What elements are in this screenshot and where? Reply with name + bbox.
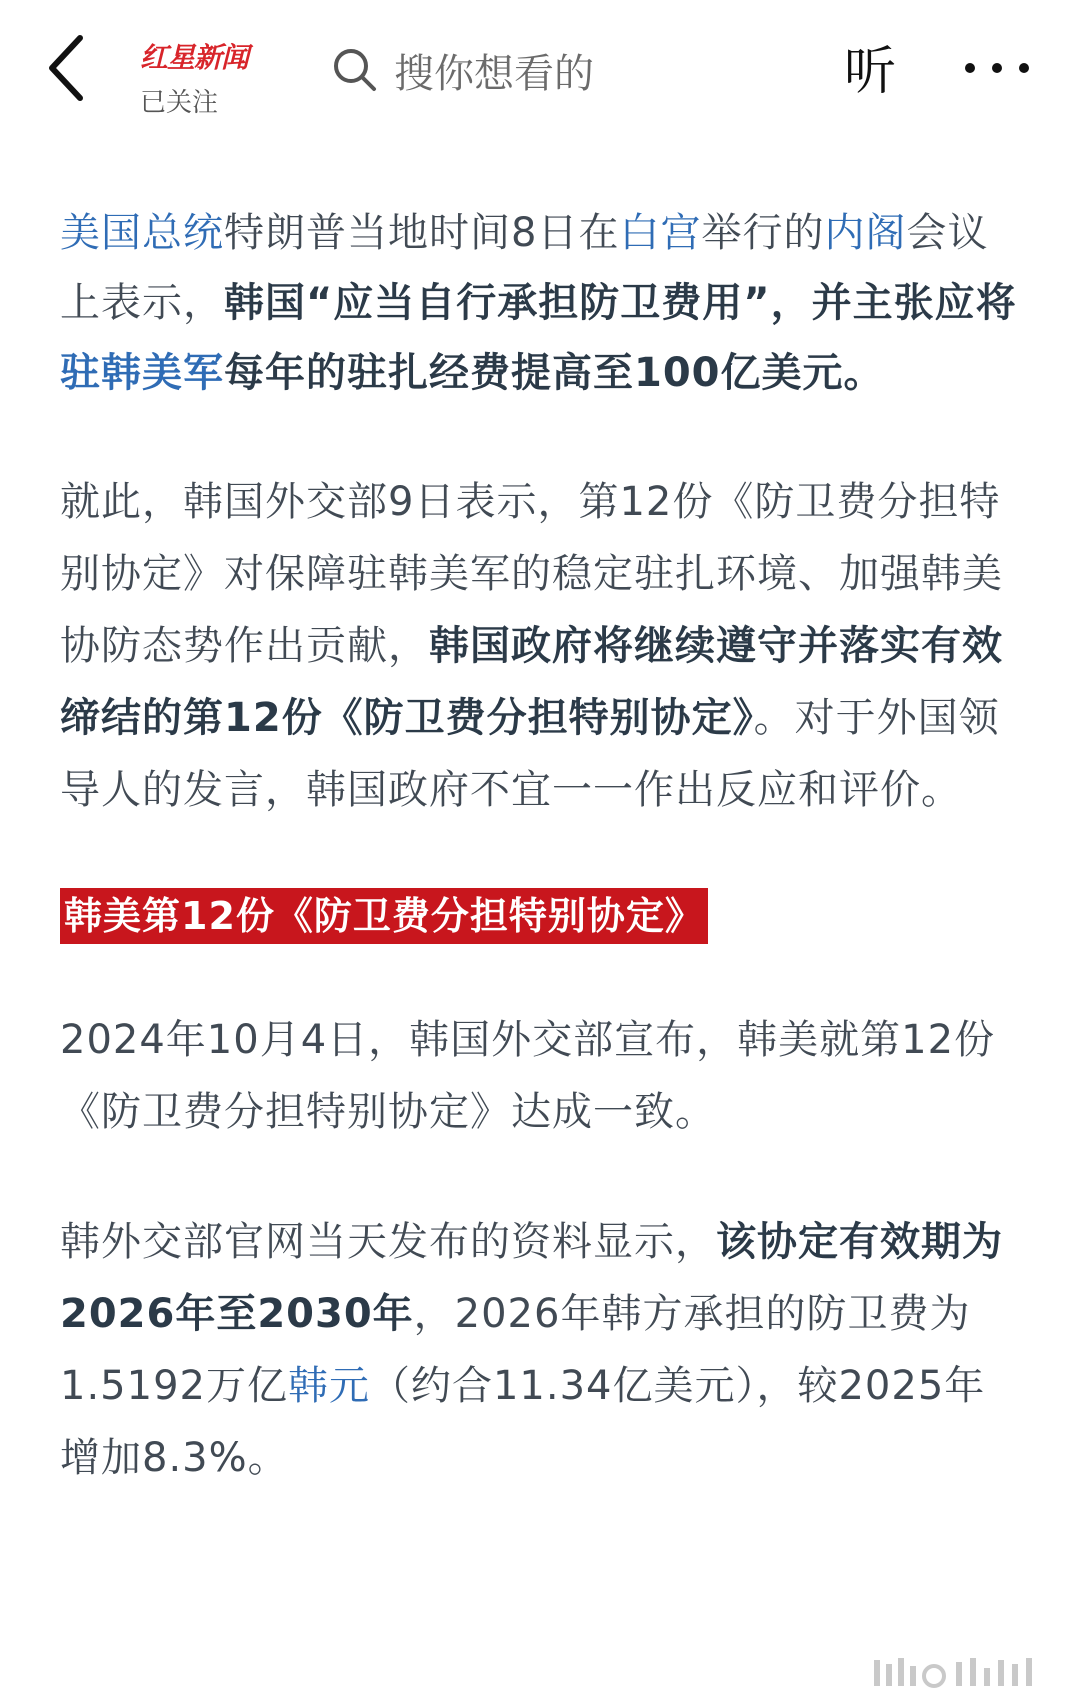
article-paragraph-3 xyxy=(60,1004,1020,1148)
keyword-link[interactable]: 美国总统 xyxy=(60,210,224,256)
publisher-logo: 红星新闻 xyxy=(140,41,249,74)
bold-text: 韩国政府将继续遵守并落实有效缔结的第12份《防卫费分担特别协定》 xyxy=(60,623,1003,741)
body-text: 2024年10月4日，韩国外交部宣布，韩美就第12份《防卫费分担特别协定》达成一致。 xyxy=(60,1017,996,1135)
body-text: 。对于外国领导人的发言，韩国政府不宜一一作出反应和评价。 xyxy=(60,695,1000,813)
body-text: ，2026年韩方承担的防卫费为1.5192万亿 xyxy=(60,1291,971,1409)
body-text: 特朗普当地时间8日在 xyxy=(224,210,620,256)
body-text: 举行的 xyxy=(701,210,825,256)
article-paragraph-4 xyxy=(60,1206,1020,1494)
article-paragraph-2 xyxy=(60,466,1020,826)
article-paragraph-1 xyxy=(60,198,1020,408)
chevron-left-icon xyxy=(40,28,104,108)
watermark-graphic xyxy=(870,1650,1050,1690)
more-options-button[interactable] xyxy=(960,44,1034,92)
section-heading: 韩美第12份《防卫费分担特别协定》 xyxy=(60,888,708,944)
keyword-link[interactable]: 白宫 xyxy=(619,210,702,256)
back-button[interactable] xyxy=(40,28,104,108)
search-placeholder: 搜你想看的 xyxy=(394,50,594,97)
bold-text: 每年的驻扎经费提高至100亿美元。 xyxy=(224,350,885,396)
more-dots-icon xyxy=(960,44,1034,92)
keyword-link[interactable]: 驻韩美军 xyxy=(60,350,224,396)
body-text: （约合11.34亿美元），较2025年增加8.3%。 xyxy=(60,1363,986,1481)
article-body xyxy=(60,198,1020,1552)
search-icon xyxy=(330,45,380,95)
body-text: 就此，韩国外交部9日表示，第12份《防卫费分担特别协定》对保障驻韩美军的稳定驻扎环境、加强韩美协防态势作出贡献， xyxy=(60,479,1003,669)
body-text: 韩外交部官网当天发布的资料显示， xyxy=(60,1219,716,1265)
listen-button[interactable]: 听 xyxy=(843,42,896,102)
body-text: 会议上表示， xyxy=(60,210,989,326)
publisher-account[interactable] xyxy=(140,36,260,126)
search-input[interactable] xyxy=(330,38,690,102)
bold-text: 该协定有效期为2026年至2030年 xyxy=(60,1219,1003,1337)
keyword-link[interactable]: 内阁 xyxy=(824,210,907,256)
top-navigation-bar xyxy=(0,0,1080,140)
keyword-link[interactable]: 韩元 xyxy=(287,1363,370,1409)
watermark-icon xyxy=(870,1650,1050,1690)
follow-status-label[interactable]: 已关注 xyxy=(140,88,219,118)
bold-text: 韩国“应当自行承担防卫费用”，并主张应将 xyxy=(224,280,1017,326)
